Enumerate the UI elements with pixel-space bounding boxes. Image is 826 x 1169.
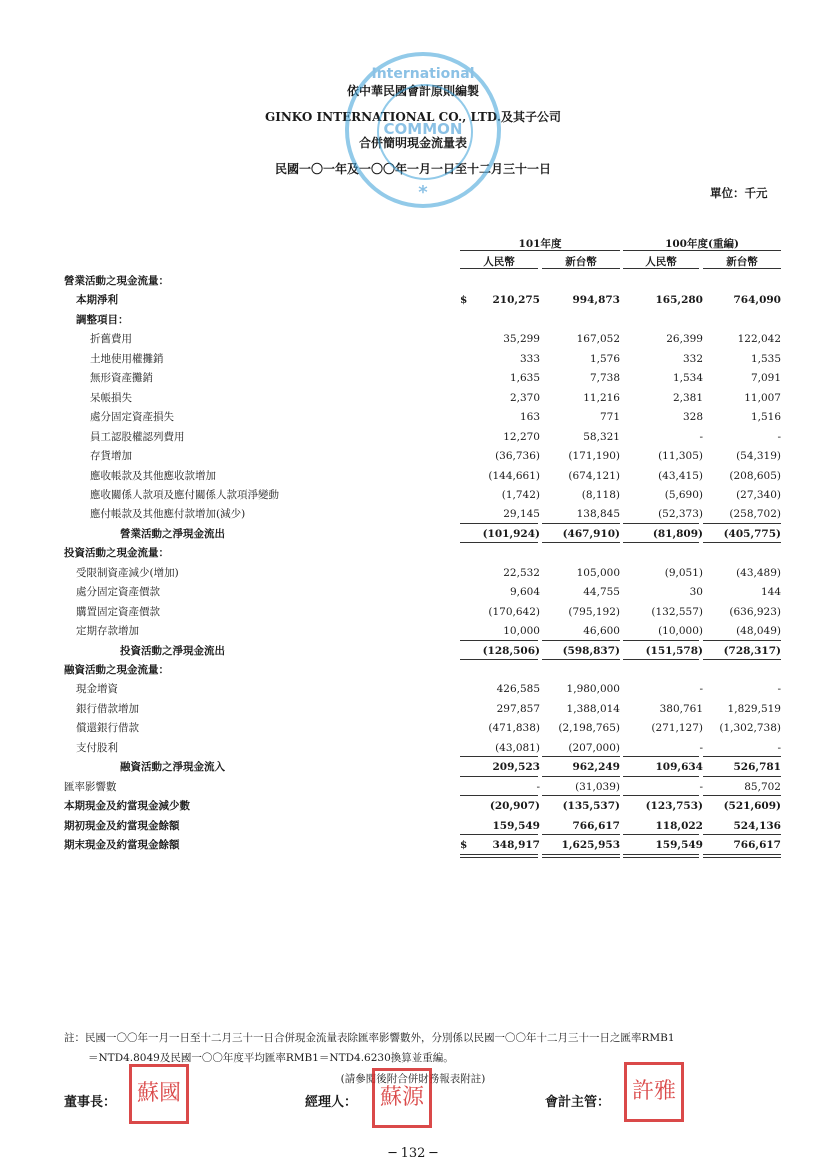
row-value: 2,370 [509, 391, 540, 404]
table-row [0, 719, 826, 738]
rule-line [623, 854, 699, 855]
row-label: 現金增資 [76, 683, 118, 696]
row-value: - [777, 430, 781, 443]
row-value: (43,489) [736, 566, 781, 579]
row-label: 購置固定資產價款 [76, 605, 160, 618]
row-value: 1,535 [750, 352, 781, 365]
accounting-seal: 許雅 [624, 1062, 684, 1122]
row-value: (674,121) [568, 469, 620, 482]
rule-line [542, 834, 620, 835]
row-value: 122,042 [737, 333, 781, 346]
row-label: 定期存款增加 [76, 625, 139, 638]
row-value: 426,585 [496, 683, 540, 696]
row-label: 呆帳損失 [90, 391, 132, 404]
row-label: 存貨增加 [90, 450, 132, 463]
row-value: 30 [689, 586, 703, 599]
row-value: 764,090 [733, 294, 781, 307]
row-value: 35,299 [503, 333, 540, 346]
rule-line [703, 523, 781, 524]
stamp-star: * [418, 182, 428, 203]
chairman-seal: 蘇國 [129, 1064, 189, 1124]
row-value: (5,690) [664, 488, 703, 501]
row-value: (43,415) [658, 469, 703, 482]
table-row [0, 603, 826, 622]
row-value: 380,761 [659, 702, 703, 715]
rule-line [703, 776, 781, 777]
manager-label: 經理人： [305, 1095, 358, 1110]
table-row [0, 291, 826, 310]
row-value: - [699, 430, 703, 443]
row-value: 332 [682, 352, 703, 365]
accounting-label: 會計主管： [545, 1095, 611, 1110]
table-row [0, 311, 826, 330]
row-value: (31,039) [575, 780, 620, 793]
row-value: 109,634 [655, 761, 703, 774]
row-value: 159,549 [655, 839, 703, 852]
row-label: 本期淨利 [76, 294, 118, 307]
row-value: 9,604 [509, 586, 540, 599]
rule-line [623, 834, 699, 835]
stamp-top-text: International [371, 66, 475, 82]
row-value: - [699, 780, 703, 793]
table-row [0, 447, 826, 466]
row-label: 匯率影響數 [64, 780, 117, 793]
row-label: 融資活動之淨現金流入 [120, 761, 225, 774]
row-value: (207,000) [568, 741, 620, 754]
row-value: 85,702 [744, 780, 781, 793]
row-value: 12,270 [503, 430, 540, 443]
rule-line [623, 542, 699, 543]
row-value: 165,280 [655, 294, 703, 307]
row-value: 1,388,014 [566, 702, 620, 715]
rule-line [542, 776, 620, 777]
rule-line [460, 857, 538, 858]
sub-rule-4 [703, 268, 781, 269]
row-label: 折舊費用 [90, 333, 132, 346]
row-value: (132,557) [651, 605, 703, 618]
col-ntd-100: 新台幣 [726, 256, 758, 268]
table-row [0, 467, 826, 486]
table-row [0, 272, 826, 291]
rule-line [623, 659, 699, 660]
footnote-refer: (請參閱後附合併財務報表附註) [340, 1073, 486, 1085]
row-value: (27,340) [736, 488, 781, 501]
rule-line [460, 854, 538, 855]
rule-line [460, 542, 538, 543]
table-row [0, 369, 826, 388]
row-value: - [699, 741, 703, 754]
row-value: (471,838) [488, 722, 540, 735]
col-group-100: 100年度(重編) [665, 238, 739, 250]
row-value: (128,506) [482, 644, 540, 657]
row-value: 297,857 [496, 702, 540, 715]
rule-line [542, 659, 620, 660]
row-label: 應收關係人款項及應付關係人款項淨變動 [90, 488, 279, 501]
table-row [0, 525, 826, 544]
row-value: (48,049) [736, 625, 781, 638]
row-value: 1,829,519 [727, 702, 781, 715]
row-value: 118,022 [655, 819, 703, 832]
rule-line [460, 523, 538, 524]
row-value: 348,917 [492, 839, 540, 852]
sub-rule-1 [460, 268, 538, 269]
row-value: (636,923) [729, 605, 781, 618]
table-row [0, 700, 826, 719]
rule-line [623, 776, 699, 777]
rule-line [542, 756, 620, 757]
row-value: 163 [519, 411, 540, 424]
row-value: 10,000 [503, 625, 540, 638]
row-label: 營業活動之現金流量： [64, 275, 169, 287]
table-row [0, 428, 826, 447]
row-label: 銀行借款增加 [76, 702, 139, 715]
row-value: 771 [599, 411, 620, 424]
manager-seal: 蘇源 [372, 1068, 432, 1128]
row-value: 328 [682, 411, 703, 424]
row-value: (151,578) [645, 644, 703, 657]
row-value: 7,738 [589, 372, 620, 385]
row-value: 22,532 [503, 566, 540, 579]
row-value: 144 [760, 586, 781, 599]
row-value: (9,051) [664, 566, 703, 579]
rule-line [460, 659, 538, 660]
row-value: 29,145 [503, 508, 540, 521]
row-label: 調整項目： [76, 313, 129, 326]
row-label: 土地使用權攤銷 [90, 352, 164, 365]
rule-line [542, 857, 620, 858]
row-label: 員工認股權認列費用 [90, 430, 185, 443]
row-value: 210,275 [492, 294, 540, 307]
table-row [0, 505, 826, 524]
rule-line [542, 854, 620, 855]
row-value: - [777, 741, 781, 754]
group2-rule [623, 250, 781, 251]
row-value: 105,000 [576, 566, 620, 579]
row-value: (598,837) [562, 644, 620, 657]
row-value: (521,609) [723, 800, 781, 813]
table-row [0, 330, 826, 349]
rule-line [623, 640, 699, 641]
rule-line [460, 756, 538, 757]
rule-line [460, 640, 538, 641]
row-label: 處分固定資產價款 [76, 586, 160, 599]
company-stamp [345, 52, 501, 208]
row-value: 994,873 [572, 294, 620, 307]
rule-line [623, 523, 699, 524]
page-number: ─ 132 ─ [388, 1146, 438, 1161]
row-value: (171,190) [568, 450, 620, 463]
row-label: 期初現金及約當現金餘額 [64, 819, 180, 832]
row-value: 167,052 [576, 333, 620, 346]
row-value: - [536, 780, 540, 793]
row-value: 159,549 [492, 819, 540, 832]
row-value: (144,661) [488, 469, 540, 482]
row-value: (208,605) [729, 469, 781, 482]
footnote-line1: 註：民國一〇〇年一月一日至十二月三十一日合併現金流量表除匯率影響數外，分別係以民國一〇〇年十二月三十一日之匯率RMB1 [64, 1032, 675, 1044]
row-value: 1,576 [589, 352, 620, 365]
table-row [0, 389, 826, 408]
rule-line [623, 857, 699, 858]
row-label: 本期現金及約當現金減少數 [64, 800, 190, 813]
row-label: 投資活動之淨現金流出 [120, 644, 225, 657]
row-value: (43,081) [495, 741, 540, 754]
row-value: 46,600 [583, 625, 620, 638]
report-basis-title: 依中華民國會計原則編製 [346, 84, 479, 98]
row-label: 期末現金及約當現金餘額 [64, 839, 180, 852]
rule-line [703, 542, 781, 543]
dollar-sign: $ [460, 294, 468, 307]
row-label: 融資活動之現金流量： [64, 664, 169, 676]
statement-title: 合併簡明現金流量表 [358, 136, 467, 150]
row-label: 償還銀行借款 [76, 722, 139, 735]
row-label: 處分固定資產損失 [90, 411, 174, 424]
row-value: (36,736) [495, 450, 540, 463]
row-label: 無形資產攤銷 [90, 372, 153, 385]
row-value: (405,775) [723, 527, 781, 540]
row-value: (2,198,765) [558, 722, 620, 735]
row-value: 1,516 [750, 411, 781, 424]
table-row [0, 817, 826, 836]
row-value: (10,000) [658, 625, 703, 638]
period-title: 民國一〇一年及一〇〇年一月一日至十二月三十一日 [274, 162, 551, 176]
row-value: (795,192) [568, 605, 620, 618]
rule-line [460, 795, 538, 796]
col-group-101: 101年度 [518, 238, 562, 250]
rule-line [542, 795, 620, 796]
dollar-sign: $ [460, 839, 468, 852]
row-value: 209,523 [492, 761, 540, 774]
row-value: (8,118) [581, 488, 620, 501]
footnote-line2: ＝NTD4.8049及民國一〇〇年度平均匯率RMB1＝NTD4.6230換算並重編。 [88, 1052, 454, 1064]
table-row [0, 408, 826, 427]
row-value: (123,753) [645, 800, 703, 813]
row-value: (1,742) [501, 488, 540, 501]
table-row [0, 758, 826, 777]
rule-line [623, 795, 699, 796]
row-value: (1,302,738) [719, 722, 781, 735]
row-value: 11,007 [744, 391, 781, 404]
rule-line [623, 756, 699, 757]
rule-line [703, 659, 781, 660]
row-value: (728,317) [723, 644, 781, 657]
table-row [0, 350, 826, 369]
row-value: (258,702) [729, 508, 781, 521]
row-value: 333 [519, 352, 540, 365]
table-row [0, 622, 826, 641]
col-rmb-100: 人民幣 [645, 256, 677, 268]
table-row [0, 564, 826, 583]
sub-rule-2 [542, 268, 620, 269]
row-value: 1,625,953 [561, 839, 620, 852]
row-value: 7,091 [750, 372, 781, 385]
table-row [0, 680, 826, 699]
group1-rule [460, 250, 620, 251]
row-value: 58,321 [583, 430, 620, 443]
stamp-center-text: COMMON [383, 120, 463, 138]
row-value: 526,781 [733, 761, 781, 774]
table-row [0, 836, 826, 855]
row-value: 2,381 [672, 391, 703, 404]
table-row [0, 797, 826, 816]
rule-line [703, 756, 781, 757]
rule-line [703, 834, 781, 835]
company-name: GINKO INTERNATIONAL CO., LTD.及其子公司 [264, 110, 562, 124]
rule-line [542, 640, 620, 641]
row-value: 524,136 [733, 819, 781, 832]
row-value: 1,534 [672, 372, 703, 385]
row-value: 766,617 [733, 839, 781, 852]
row-value: (52,373) [658, 508, 703, 521]
table-row [0, 583, 826, 602]
table-row [0, 486, 826, 505]
row-label: 支付股利 [76, 741, 118, 754]
rule-line [703, 854, 781, 855]
row-value: 26,399 [666, 333, 703, 346]
row-value: 138,845 [576, 508, 620, 521]
unit-label: 單位：千元 [710, 186, 768, 200]
row-value: (81,809) [652, 527, 703, 540]
row-value: (54,319) [736, 450, 781, 463]
row-label: 應收帳款及其他應收款增加 [90, 469, 216, 482]
row-value: (101,924) [482, 527, 540, 540]
row-value: - [699, 683, 703, 696]
row-value: 44,755 [583, 586, 620, 599]
row-label: 投資活動之現金流量： [64, 547, 169, 560]
row-value: - [777, 683, 781, 696]
row-value: 11,216 [583, 391, 620, 404]
rule-line [460, 776, 538, 777]
col-rmb-101: 人民幣 [483, 256, 515, 268]
row-value: (170,642) [488, 605, 540, 618]
row-value: (135,537) [562, 800, 620, 813]
col-ntd-101: 新台幣 [565, 256, 597, 268]
sub-rule-3 [623, 268, 699, 269]
row-value: 766,617 [572, 819, 620, 832]
row-label: 營業活動之淨現金流出 [120, 527, 225, 540]
rule-line [703, 857, 781, 858]
row-value: (11,305) [658, 450, 703, 463]
row-label: 受限制資產減少(增加) [76, 566, 179, 579]
rule-line [703, 795, 781, 796]
table-row [0, 739, 826, 758]
row-value: (467,910) [562, 527, 620, 540]
row-value: 1,980,000 [566, 683, 620, 696]
rule-line [460, 834, 538, 835]
rule-line [703, 640, 781, 641]
row-value: 1,635 [509, 372, 540, 385]
table-row [0, 778, 826, 797]
row-value: (20,907) [489, 800, 540, 813]
rule-line [542, 523, 620, 524]
rule-line [542, 542, 620, 543]
table-row [0, 642, 826, 661]
row-value: 962,249 [572, 761, 620, 774]
table-row [0, 661, 826, 680]
table-row [0, 544, 826, 563]
chairman-label: 董事長： [64, 1095, 117, 1110]
row-value: (271,127) [651, 722, 703, 735]
row-label: 應付帳款及其他應付款增加(減少) [90, 508, 246, 521]
